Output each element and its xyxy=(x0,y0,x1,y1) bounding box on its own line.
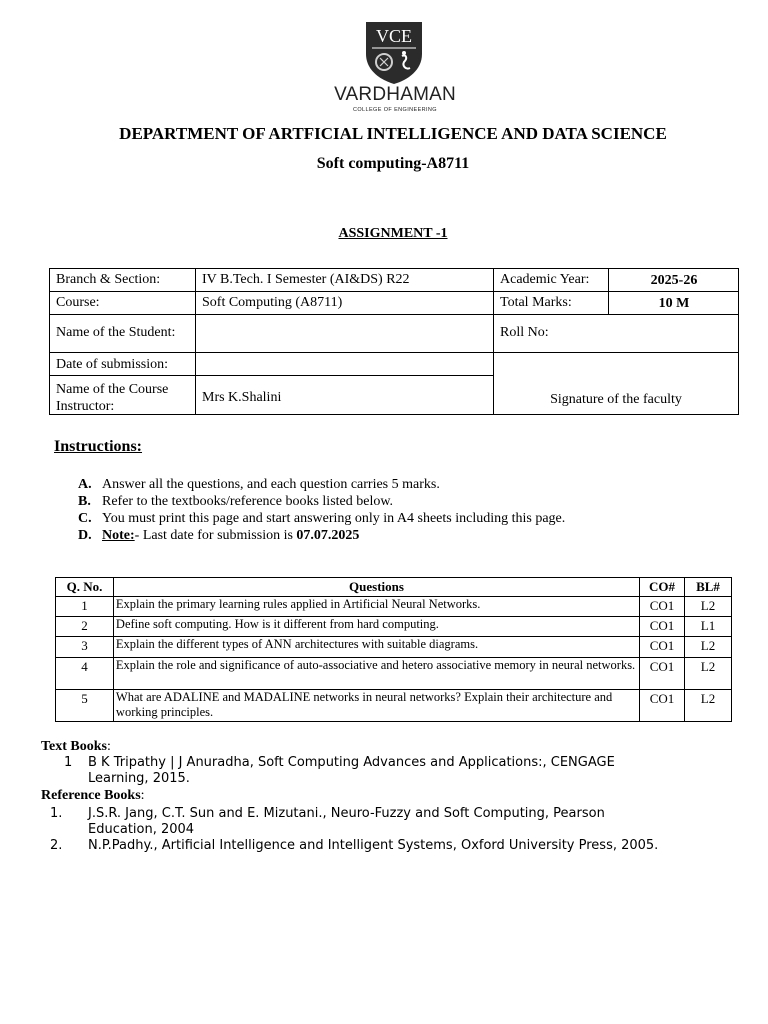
question-text: What are ADALINE and MADALINE networks in neural networks? Explain their architecture and working principles. xyxy=(113,690,639,722)
course-value: Soft Computing (A8711) xyxy=(202,295,343,310)
branch-label: Branch & Section: xyxy=(56,272,161,287)
question-bl: L2 xyxy=(685,658,732,690)
subject-title: Soft computing-A8711 xyxy=(316,155,470,172)
text-book-item xyxy=(64,755,714,787)
signature-label: Signature of the faculty xyxy=(550,392,682,407)
book-number: 2. xyxy=(50,838,63,853)
question-header: Questions xyxy=(113,578,639,597)
book-line: J.S.R. Jang, C.T. Sun and E. Mizutani., Neuro-Fuzzy and Soft Computing, Pearson xyxy=(88,806,605,821)
table-header-row xyxy=(56,578,732,597)
instructor-value: Mrs K.Shalini xyxy=(202,390,282,405)
question-co: CO1 xyxy=(640,617,685,637)
question-bl: L2 xyxy=(685,690,732,722)
question-number: 5 xyxy=(56,690,114,722)
course-label: Course: xyxy=(56,295,100,310)
text-books-title: Text Books xyxy=(41,739,108,754)
question-text: Explain the role and significance of auto-associative and hetero associative memory in neural networks. xyxy=(113,658,639,690)
book-line: N.P.Padhy., Artificial Intelligence and Intelligent Systems, Oxford University Press, 2005. xyxy=(88,838,659,853)
book-line: B K Tripathy | J Anuradha, Soft Computing Advances and Applications:, CENGAGE xyxy=(88,755,615,770)
instructor-label-line1: Name of the Course xyxy=(56,382,169,397)
instruction-item xyxy=(78,511,565,527)
reference-book-item xyxy=(50,806,740,838)
book-number: 1 xyxy=(64,755,73,770)
question-number: 3 xyxy=(56,637,114,658)
qno-header: Q. No. xyxy=(56,578,114,597)
question-number: 2 xyxy=(56,617,114,637)
due-date: 07.07.2025 xyxy=(296,528,360,543)
department-title: DEPARTMENT OF ARTFICIAL INTELLIGENCE AND DATA SCIENCE xyxy=(119,124,667,143)
logo-monogram: VCE xyxy=(376,26,412,46)
logo-subtitle: COLLEGE OF ENGINEERING xyxy=(353,107,437,113)
instruction-text: Refer to the textbooks/reference books listed below. xyxy=(102,494,394,509)
instruction-text: You must print this page and start answering only in A4 sheets including this page. xyxy=(102,511,566,526)
academic-year-label: Academic Year: xyxy=(500,272,590,287)
assignment-title-text: ASSIGNMENT -1 xyxy=(338,226,448,241)
submission-date-label: Date of submission: xyxy=(56,357,168,372)
table-row xyxy=(56,690,732,722)
text-books-heading: Text Books: xyxy=(41,739,111,754)
question-bl: L2 xyxy=(685,597,732,617)
bl-header: BL# xyxy=(685,578,732,597)
question-number: 1 xyxy=(56,597,114,617)
table-row xyxy=(56,658,732,690)
instruction-text: Answer all the questions, and each question carries 5 marks. xyxy=(102,477,440,492)
assignment-title xyxy=(0,226,768,242)
total-marks-value: 10 M xyxy=(658,296,690,311)
question-text: Explain the different types of ANN architectures with suitable diagrams. xyxy=(113,637,639,658)
reference-books-title: Reference Books xyxy=(41,788,141,803)
info-table xyxy=(49,268,739,415)
reference-books-heading: Reference Books: xyxy=(41,788,145,803)
question-text: Explain the primary learning rules applied in Artificial Neural Networks. xyxy=(113,597,639,617)
table-row xyxy=(56,617,732,637)
reference-book-item xyxy=(50,838,740,854)
logo-name: VARDHAMAN xyxy=(334,84,456,105)
book-number: 1. xyxy=(50,806,63,821)
student-name-label: Name of the Student: xyxy=(56,325,176,340)
question-co: CO1 xyxy=(640,690,685,722)
question-bl: L2 xyxy=(685,637,732,658)
question-co: CO1 xyxy=(640,637,685,658)
question-number: 4 xyxy=(56,658,114,690)
note-label: Note: xyxy=(102,528,135,543)
roll-no-label: Roll No: xyxy=(500,325,549,340)
question-text: Define soft computing. How is it different from hard computing. xyxy=(113,617,639,637)
total-marks-label: Total Marks: xyxy=(500,295,572,310)
book-line: Learning, 2015. xyxy=(88,771,190,786)
question-co: CO1 xyxy=(640,658,685,690)
instruction-letter: A. xyxy=(78,477,92,492)
instructions-title: Instructions: xyxy=(54,438,143,455)
questions-table xyxy=(55,577,732,722)
book-line: Education, 2004 xyxy=(88,822,195,837)
table-row xyxy=(56,637,732,658)
question-co: CO1 xyxy=(640,597,685,617)
branch-value: IV B.Tech. I Semester (AI&DS) R22 xyxy=(202,272,410,287)
instruction-letter: C. xyxy=(78,511,92,526)
question-bl: L1 xyxy=(685,617,732,637)
instruction-letter: D. xyxy=(78,528,92,543)
instructor-label-line2: Instructor: xyxy=(56,399,115,414)
instruction-letter: B. xyxy=(78,494,91,509)
co-header: CO# xyxy=(640,578,685,597)
instruction-item xyxy=(78,494,393,510)
shield-emblem-icon xyxy=(364,20,424,86)
instruction-text: - Last date for submission is xyxy=(134,528,297,543)
table-row xyxy=(56,597,732,617)
instruction-item xyxy=(78,528,359,544)
college-logo xyxy=(330,20,460,118)
academic-year-value: 2025-26 xyxy=(650,273,698,288)
instruction-item xyxy=(78,477,440,493)
